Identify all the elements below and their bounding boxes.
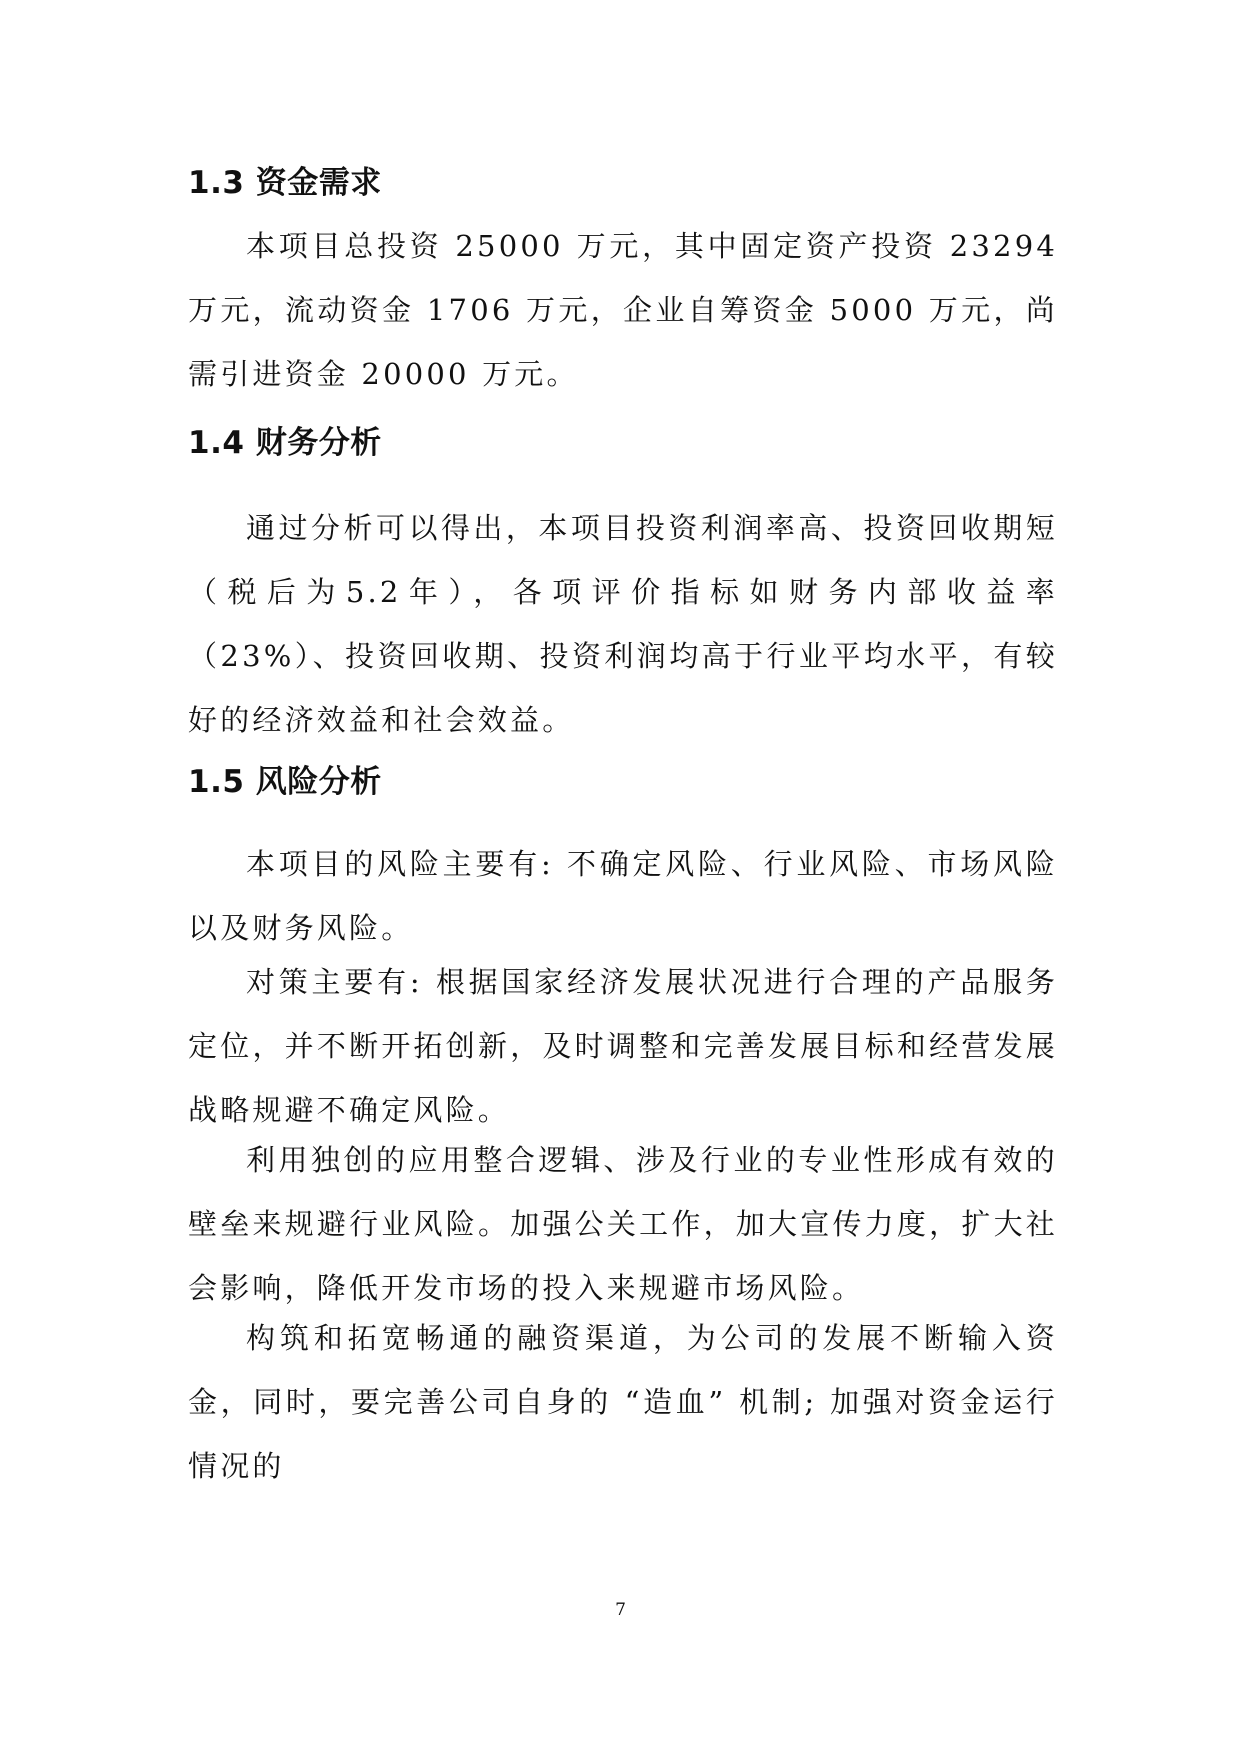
paragraph-countermeasures: 对策主要有: 根据国家经济发展状况进行合理的产品服务定位，并不断开拓创新，及时调整和完善发展目标和经营发展战略规避不确定风险。: [188, 965, 1058, 1127]
page-number: 7: [615, 1600, 626, 1620]
paragraph-financial-analysis: 通过分析可以得出，本项目投资利润率高、投资回收期短（税后为5.2年），各项评价指标如财务内部收益率（23%）、投资回收期、投资利润均高于行业平均水平，有较好的经济效益和社会效益。: [188, 511, 1058, 737]
section-heading-1-5: 1.5 风险分析: [188, 764, 382, 800]
paragraph-funding: 本项目总投资 25000 万元，其中固定资产投资 23294 万元，流动资金 1706 万元，企业自筹资金 5000 万元，尚需引进资金 20000 万元。: [188, 229, 1058, 391]
paragraph-risk-types: 本项目的风险主要有: 不确定风险、行业风险、市场风险以及财务风险。: [188, 847, 1058, 945]
document-page: [188, 0, 1058, 1754]
section-heading-1-4: 1.4 财务分析: [188, 425, 382, 461]
paragraph-financing: 构筑和拓宽畅通的融资渠道，为公司的发展不断输入资金，同时，要完善公司自身的 “造血” 机制; 加强对资金运行情况的: [188, 1321, 1058, 1483]
section-heading-1-3: 1.3 资金需求: [188, 165, 382, 201]
paragraph-industry-market-risk: 利用独创的应用整合逻辑、涉及行业的专业性形成有效的壁垒来规避行业风险。加强公关工作，加大宣传力度，扩大社会影响，降低开发市场的投入来规避市场风险。: [188, 1143, 1058, 1305]
